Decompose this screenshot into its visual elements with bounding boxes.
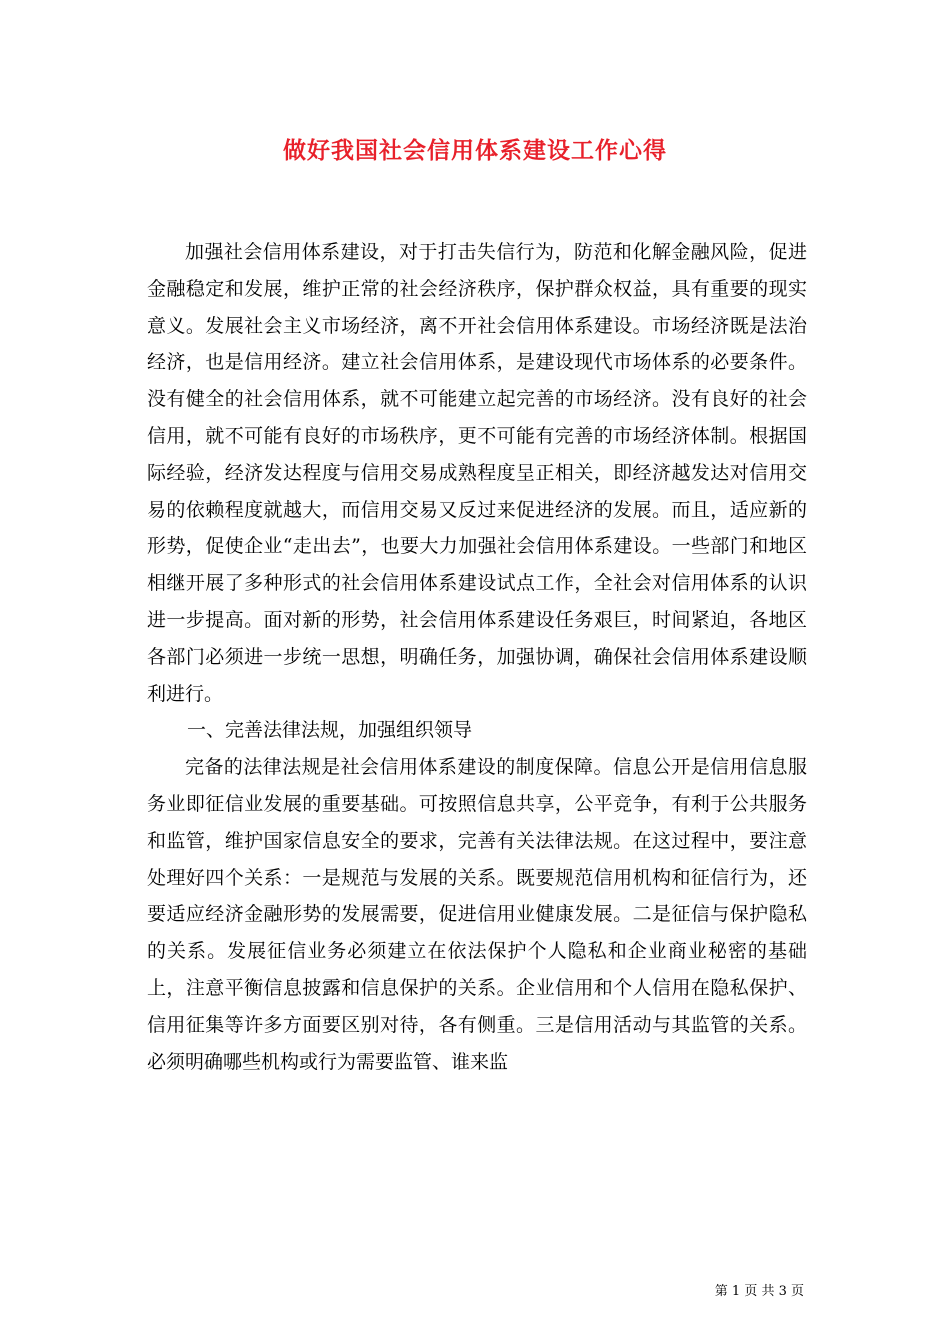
section-heading-1: 一、完善法律法规，加强组织领导 bbox=[187, 719, 473, 742]
page-number: 第 1 页 共 3 页 bbox=[714, 1284, 804, 1299]
document-body bbox=[147, 234, 807, 1080]
paragraph-intro: 加强社会信用体系建设，对于打击失信行为，防范和化解金融风险，促进金融稳定和发展，维护正常的社会经济秩序，保护群众权益，具有重要的现实意义。发展社会主义市场经济，离不开社会信用体系建设。市场经济既是法治经济，也是信用经济。建立社会信用体系，是建设现代市场体系的必要条件。没有健全的社会信用体系，就不可能建立起完善的市场经济。没有良好的社会信用，就不可能有良好的市场秩序，更不可能有完善的市场经济体制。根据国际经验，经济发达程度与信用交易成熟程度呈正相关，即经济越发达对信用交易的依赖程度就越大，而信用交易又反过来促进经济的发展。而且，适应新的形势，促使企业“走出去”，也要大力加强社会信用体系建设。一些部门和地区相继开展了多种形式的社会信用体系建设试点工作，全社会对信用体系的认识进一步提高。面对新的形势，社会信用体系建设任务艰巨，时间紧迫，各地区各部门必须进一步统一思想，明确任务，加强协调，确保社会信用体系建设顺利进行。 bbox=[147, 241, 807, 705]
document-title: 做好我国社会信用体系建设工作心得 bbox=[283, 137, 667, 164]
paragraph-section-1: 完备的法律法规是社会信用体系建设的制度保障。信息公开是信用信息服务业即征信业发展的重要基础。可按照信息共享，公平竞争，有利于公共服务和监管，维护国家信息安全的要求，完善有关法律法规。在这过程中，要注意处理好四个关系：一是规范与发展的关系。既要规范信用机构和征信行为，还要适应经济金融形势的发展需要，促进信用业健康发展。二是征信与保护隐私的关系。发展征信业务必须建立在依法保护个人隐私和企业商业秘密的基础上，注意平衡信息披露和信息保护的关系。企业信用和个人信用在隐私保护、信用征集等许多方面要区别对待，各有侧重。三是信用活动与其监管的关系。必须明确哪些机构或行为需要监管、谁来监 bbox=[147, 756, 807, 1073]
